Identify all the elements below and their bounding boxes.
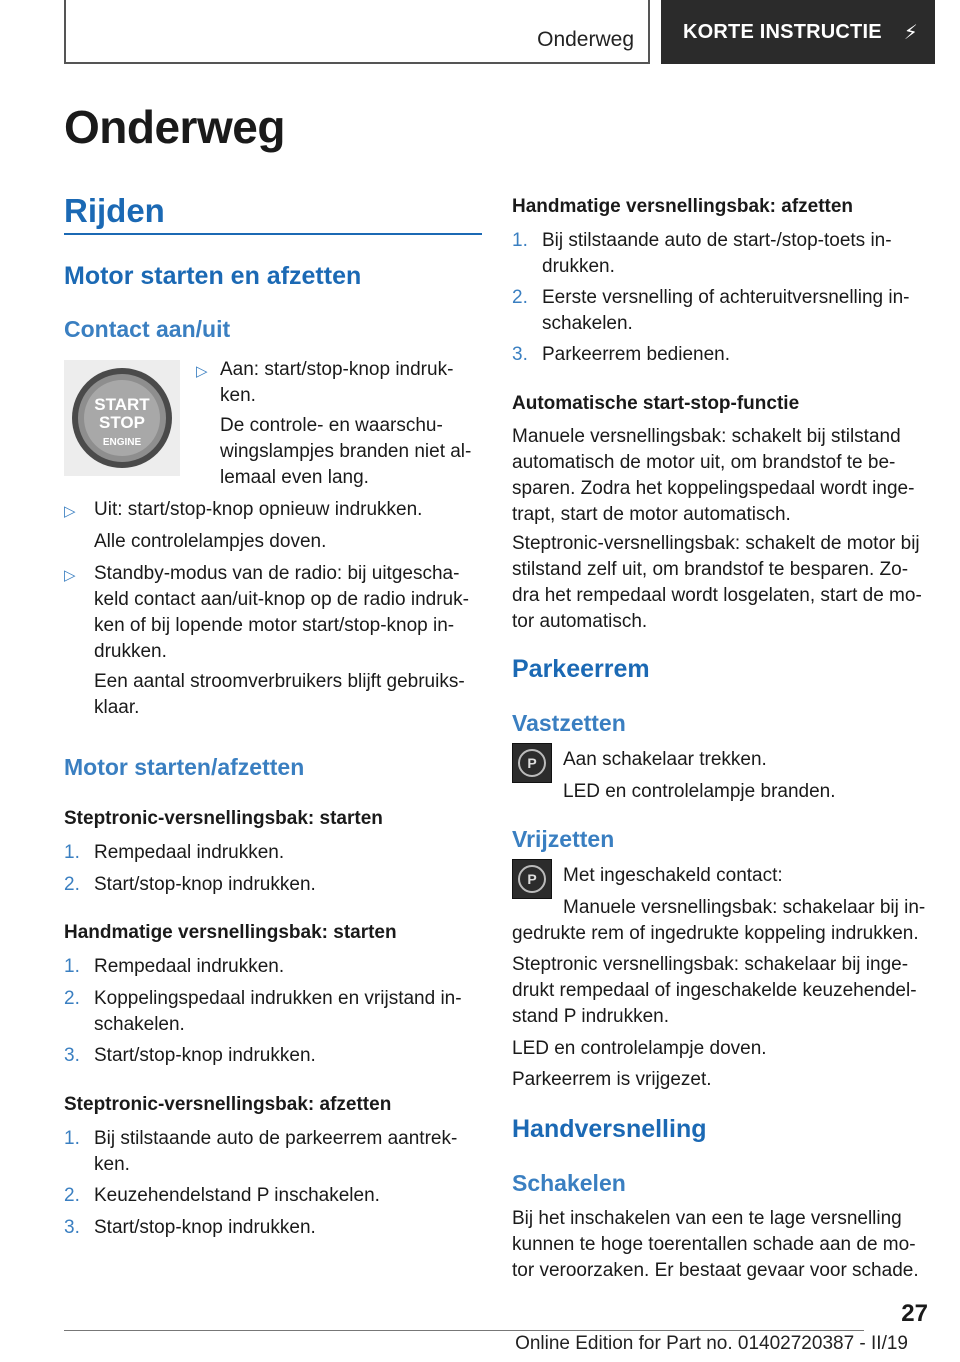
text-line: Aan: start/stop-knop indruk- [220, 359, 454, 380]
text-line: tor automatisch. [512, 611, 648, 632]
text-line: wingslampjes branden niet al- [220, 441, 472, 462]
text-line: dra het rempedaal wordt losgelaten, start de mo- [512, 585, 922, 606]
list-number: 3. [512, 344, 528, 365]
text-line: De controle- en waarschu- [220, 415, 443, 436]
edition-note: Online Edition for Part no. 01402720387 - II/19 [515, 1333, 908, 1354]
subheading: Automatische start-stop-functie [512, 393, 800, 414]
engine-label: ENGINE [102, 437, 142, 448]
list-item: Koppelingspedaal indrukken en vrijstand in- [94, 988, 462, 1009]
text-line: kunnen te hoge toerentallen schade aan de mo- [512, 1234, 916, 1255]
heading-vrijzetten: Vrijzetten [512, 826, 615, 852]
list-number: 2. [64, 988, 80, 1009]
header-tab-korte-instructie[interactable] [661, 0, 935, 64]
list-item: drukken. [542, 256, 615, 277]
text-line: Steptronic-versnellingsbak: schakelt de motor bij [512, 533, 920, 554]
text-line: drukken. [94, 641, 167, 662]
text-line: trapt, start de motor automatisch. [512, 504, 791, 525]
list-number: 2. [512, 287, 528, 308]
bullet-icon: ▷ [64, 503, 76, 520]
list-item: Eerste versnelling of achteruitversnelling in- [542, 287, 910, 308]
page-title: Onderweg [64, 101, 285, 153]
text-line: Met ingeschakeld contact: [563, 865, 783, 886]
parking-brake-icon: P [512, 743, 552, 783]
bullet-icon: ▷ [64, 567, 76, 584]
heading-parkeerrem: Parkeerrem [512, 655, 650, 683]
list-number: 3. [64, 1045, 80, 1066]
text-line: Aan schakelaar trekken. [563, 749, 767, 770]
list-number: 1. [64, 1128, 80, 1149]
start-stop-button-image [64, 360, 180, 476]
text-line: Manuele versnellingsbak: schakelt bij stilstand [512, 426, 901, 447]
text-line: stilstand zelf uit, om brandstof te besparen. Zo- [512, 559, 909, 580]
list-number: 1. [512, 230, 528, 251]
header-left-rule [64, 0, 66, 64]
subheading: Steptronic-versnellingsbak: afzetten [64, 1094, 392, 1115]
list-item: Bij stilstaande auto de start-/stop-toets in- [542, 230, 892, 251]
text-line: LED en controlelampje branden. [563, 781, 836, 802]
list-number: 2. [64, 874, 80, 895]
bullet-icon: ▷ [196, 363, 208, 380]
heading-contact: Contact aan/uit [64, 316, 231, 342]
text-line: Steptronic versnellingsbak: schakelaar bij inge- [512, 954, 909, 975]
footer-rule [64, 1330, 864, 1331]
text-line: drukt rempedaal of ingeschakelde keuzehendel- [512, 980, 917, 1001]
text-line: gedrukte rem of ingedrukte koppeling indrukken. [512, 923, 919, 944]
parking-brake-icon: P [512, 859, 552, 899]
list-item: Rempedaal indrukken. [94, 842, 285, 863]
heading-rijden: Rijden [64, 192, 165, 229]
text-line: keld contact aan/uit-knop op de radio indruk- [94, 589, 469, 610]
text-line: ken of bij lopende motor start/stop-knop in- [94, 615, 455, 636]
list-item: ken. [94, 1154, 130, 1175]
list-item: Bij stilstaande auto de parkeerrem aantrek- [94, 1128, 458, 1149]
subheading: Steptronic-versnellingsbak: starten [64, 808, 383, 829]
heading-vastzetten: Vastzetten [512, 710, 626, 736]
lightning-icon: ⚡ [903, 21, 919, 44]
text-line: Parkeerrem is vrijgezet. [512, 1069, 712, 1090]
text-line: Bij het inschakelen van een te lage versnelling [512, 1208, 902, 1229]
header-tab-label: KORTE INSTRUCTIE [683, 20, 882, 43]
text-line: klaar. [94, 697, 140, 718]
text-line: Uit: start/stop-knop opnieuw indrukken. [94, 499, 423, 520]
list-item: schakelen. [94, 1014, 185, 1035]
page-number: 27 [901, 1300, 928, 1327]
text-line: automatisch de motor uit, om brandstof te be- [512, 452, 896, 473]
text-line: Alle controlelampjes doven. [94, 531, 327, 552]
heading-schakelen: Schakelen [512, 1170, 626, 1196]
heading-motor: Motor starten en afzetten [64, 262, 362, 290]
heading-rule [64, 233, 482, 235]
text-line: ken. [220, 385, 256, 406]
text-line: sparen. Zodra het koppelingspedaal wordt inge- [512, 478, 915, 499]
list-number: 2. [64, 1185, 80, 1206]
list-item: Start/stop-knop indrukken. [94, 874, 316, 895]
subheading: Handmatige versnellingsbak: afzetten [512, 196, 854, 217]
header-bottom-rule [64, 62, 650, 64]
list-item: Rempedaal indrukken. [94, 956, 285, 977]
list-item: Start/stop-knop indrukken. [94, 1217, 316, 1238]
heading-handversnelling: Handversnelling [512, 1115, 707, 1143]
list-item: Parkeerrem bedienen. [542, 344, 730, 365]
subheading: Handmatige versnellingsbak: starten [64, 922, 397, 943]
stop-label: STOP [99, 413, 145, 432]
text-line: LED en controlelampje doven. [512, 1038, 767, 1059]
text-line: tor veroorzaken. Er bestaat gevaar voor schade. [512, 1260, 919, 1281]
list-item: Keuzehendelstand P inschakelen. [94, 1185, 380, 1206]
list-number: 3. [64, 1217, 80, 1238]
text-line: lemaal even lang. [220, 467, 369, 488]
text-line: Een aantal stroomverbruikers blijft gebruiks- [94, 671, 465, 692]
list-item: schakelen. [542, 313, 633, 334]
text-line: Standby-modus van de radio: bij uitgescha- [94, 563, 460, 584]
list-number: 1. [64, 956, 80, 977]
heading-motor-starten-afzetten: Motor starten/afzetten [64, 754, 305, 780]
start-label: START [94, 395, 150, 414]
header-section-title: Onderweg [537, 28, 634, 51]
list-item: Start/stop-knop indrukken. [94, 1045, 316, 1066]
text-line: Manuele versnellingsbak: schakelaar bij in- [563, 897, 926, 918]
header-separator [648, 0, 650, 64]
list-number: 1. [64, 842, 80, 863]
text-line: stand P indrukken. [512, 1006, 670, 1027]
